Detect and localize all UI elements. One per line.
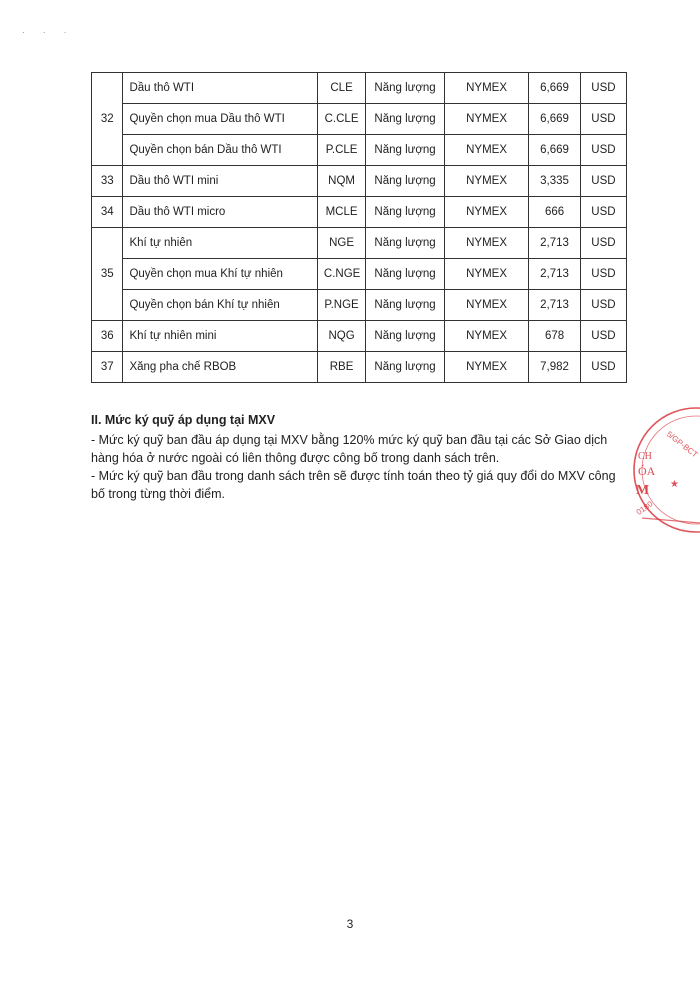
commodity-code: RBE: [317, 352, 365, 383]
commodity-group: Năng lượng: [366, 352, 445, 383]
table-row: [92, 166, 627, 197]
table-row: [92, 259, 627, 290]
margin-value: 666: [529, 197, 581, 228]
svg-text:ÓA: ÓA: [638, 464, 656, 478]
commodity-name: Khí tự nhiên mini: [123, 321, 317, 352]
commodity-code: C.NGE: [317, 259, 365, 290]
commodity-group: Năng lượng: [366, 73, 445, 104]
commodity-code: MCLE: [317, 197, 365, 228]
currency: USD: [580, 135, 626, 166]
svg-text:★: ★: [670, 479, 679, 490]
exchange: NYMEX: [444, 259, 528, 290]
exchange: NYMEX: [444, 228, 528, 259]
table-row: [92, 352, 627, 383]
section-paragraph: - Mức ký quỹ ban đầu áp dụng tại MXV bằng 120% mức ký quỹ ban đầu tại các Sở Giao dịch hàng hóa ở nước ngoài có liên thông được công bố trong danh sách trên.: [91, 433, 608, 465]
exchange: NYMEX: [444, 135, 528, 166]
exchange: NYMEX: [444, 166, 528, 197]
currency: USD: [580, 352, 626, 383]
margin-value: 3,335: [529, 166, 581, 197]
commodity-code: NQG: [317, 321, 365, 352]
currency: USD: [580, 228, 626, 259]
table-row: [92, 197, 627, 228]
currency: USD: [580, 73, 626, 104]
table-row: [92, 228, 627, 259]
commodity-code: CLE: [317, 73, 365, 104]
svg-text:0180: 0180: [634, 499, 655, 517]
currency: USD: [580, 197, 626, 228]
margin-value: 6,669: [529, 135, 581, 166]
margin-value: 2,713: [529, 228, 581, 259]
margin-value: 6,669: [529, 73, 581, 104]
row-number: 36: [92, 321, 123, 352]
currency: USD: [580, 259, 626, 290]
commodity-name: Quyền chọn mua Dầu thô WTI: [123, 104, 317, 135]
margin-section: [91, 411, 627, 503]
table-row: [92, 290, 627, 321]
row-number: 32: [92, 73, 123, 166]
commodity-name: Dầu thô WTI mini: [123, 166, 317, 197]
margin-value: 6,669: [529, 104, 581, 135]
commodity-group: Năng lượng: [366, 197, 445, 228]
commodity-code: NQM: [317, 166, 365, 197]
table-row: [92, 73, 627, 104]
commodity-name: Dầu thô WTI micro: [123, 197, 317, 228]
commodity-code: C.CLE: [317, 104, 365, 135]
exchange: NYMEX: [444, 104, 528, 135]
commodity-name: Quyền chọn bán Khí tự nhiên: [123, 290, 317, 321]
margin-table: [91, 72, 627, 383]
row-number: 35: [92, 228, 123, 321]
exchange: NYMEX: [444, 352, 528, 383]
commodity-name: Quyền chọn mua Khí tự nhiên: [123, 259, 317, 290]
commodity-name: Xăng pha chế RBOB: [123, 352, 317, 383]
commodity-name: Khí tự nhiên: [123, 228, 317, 259]
margin-value: 678: [529, 321, 581, 352]
table-row: [92, 321, 627, 352]
margin-value: 2,713: [529, 259, 581, 290]
commodity-code: P.CLE: [317, 135, 365, 166]
margin-value: 7,982: [529, 352, 581, 383]
exchange: NYMEX: [444, 321, 528, 352]
official-seal-stamp: [612, 395, 700, 545]
commodity-group: Năng lượng: [366, 321, 445, 352]
currency: USD: [580, 321, 626, 352]
commodity-name: Quyền chọn bán Dầu thô WTI: [123, 135, 317, 166]
row-number: 34: [92, 197, 123, 228]
commodity-code: NGE: [317, 228, 365, 259]
commodity-group: Năng lượng: [366, 228, 445, 259]
scan-artifact: · · ·: [22, 28, 75, 37]
section-title: II. Mức ký quỹ áp dụng tại MXV: [91, 413, 276, 427]
svg-text:CH: CH: [638, 451, 652, 462]
currency: USD: [580, 290, 626, 321]
commodity-group: Năng lượng: [366, 259, 445, 290]
svg-text:5/GP-BCT: 5/GP-BCT: [664, 429, 700, 460]
page-number: 3: [346, 917, 354, 931]
commodity-group: Năng lượng: [366, 166, 445, 197]
svg-text:M: M: [636, 483, 650, 498]
commodity-group: Năng lượng: [366, 135, 445, 166]
commodity-group: Năng lượng: [366, 104, 445, 135]
commodity-group: Năng lượng: [366, 290, 445, 321]
section-paragraph: - Mức ký quỹ ban đầu trong danh sách trên sẽ được tính toán theo tỷ giá quy đổi do MXV công bố trong từng thời điểm.: [91, 469, 616, 501]
currency: USD: [580, 166, 626, 197]
exchange: NYMEX: [444, 73, 528, 104]
commodity-name: Dầu thô WTI: [123, 73, 317, 104]
currency: USD: [580, 104, 626, 135]
exchange: NYMEX: [444, 197, 528, 228]
exchange: NYMEX: [444, 290, 528, 321]
row-number: 33: [92, 166, 123, 197]
table-row: [92, 135, 627, 166]
table-row: [92, 104, 627, 135]
row-number: 37: [92, 352, 123, 383]
margin-value: 2,713: [529, 290, 581, 321]
commodity-code: P.NGE: [317, 290, 365, 321]
